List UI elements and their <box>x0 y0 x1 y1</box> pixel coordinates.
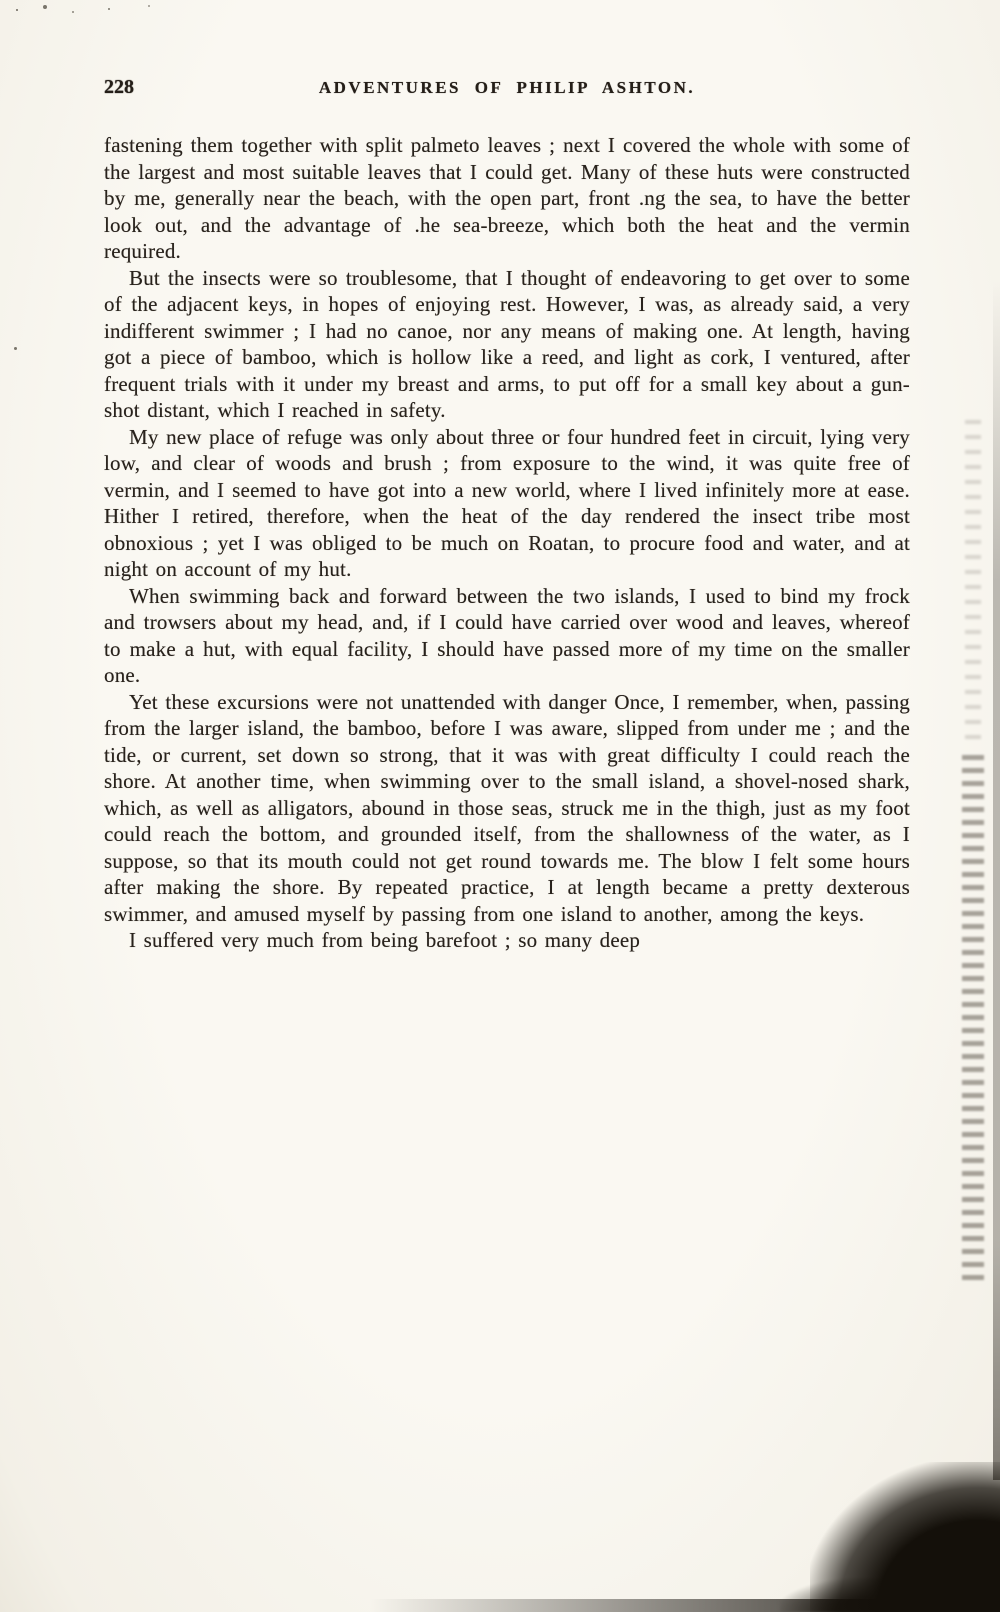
page-content <box>104 78 910 954</box>
paragraph: I suffered very much from being barefoot ; so many deep <box>129 928 641 952</box>
paragraph: But the insects were so troublesome, that I thought of endeavoring to get over to some of the adjacent keys, in hopes of enjoying rest. However, I was, as already said, a very indifferent swimmer ; I had no canoe, nor any means of making one. At length, having got a piece of bamboo, which is hollow like a reed, and light as cork, I ventured, after frequent trials with it under my breast and arms, to put off for a small key about a gun-shot distant, which I reached in safety. <box>104 265 910 422</box>
running-title: ADVENTURES OF PHILIP ASHTON. <box>318 78 696 97</box>
page-number: 228 <box>104 76 134 98</box>
scan-specks-top <box>16 9 18 11</box>
scan-page-edge-shadow <box>993 280 1000 1480</box>
page-body <box>104 132 910 954</box>
scan-binding-marks <box>962 755 984 1280</box>
paragraph: When swimming back and forward between the two islands, I used to bind my frock and trowsers about my head, and, if I could have carried over wood and leaves, whereof to make a hut, with equal facility, I should have passed more of my time on the smaller one. <box>104 583 910 687</box>
paragraph: fastening them together with split palmeto leaves ; next I covered the whole with some of the largest and most suitable leaves that I could get. Many of these huts were constructed by me, generally near the beach, with the open part, front .ng the sea, to have the better look out, and the advantage of .he sea-breeze, which both the heat and the vermin required. <box>104 133 910 263</box>
running-header <box>104 78 910 98</box>
scan-corner-blob <box>810 1462 1000 1612</box>
scan-speck-left <box>14 347 17 350</box>
paragraph: Yet these excursions were not unattended with danger Once, I remember, when, passing from the larger island, the bamboo, before I was aware, slipped from under me ; and the tide, or current, set down so strong, that it was with great difficulty I could reach the shore. At another time, when swimming over to the small island, a shovel-nosed shark, which, as well as alligators, abound in those seas, struck me in the thigh, just as my foot could reach the bottom, and grounded itself, from the shallowness of the water, as I suppose, so that its mouth could not get round towards me. The blow I felt some hours after making the shore. By repeated practice, I at length became a pretty dexterous swimmer, and amused myself by passing from one island to another, among the keys. <box>104 689 910 926</box>
scan-binding-marks-faint <box>965 420 981 740</box>
paragraph: My new place of refuge was only about three or four hundred feet in circuit, lying very low, and clear of woods and brush ; from exposure to the wind, it was quite free of vermin, and I seemed to have got into a new world, where I lived infinitely more at ease. Hither I retired, therefore, when the heat of the day rendered the insect tribe most obnoxious ; yet I was obliged to be much on Roatan, to procure food and water, and at night on account of my hut. <box>104 424 910 581</box>
